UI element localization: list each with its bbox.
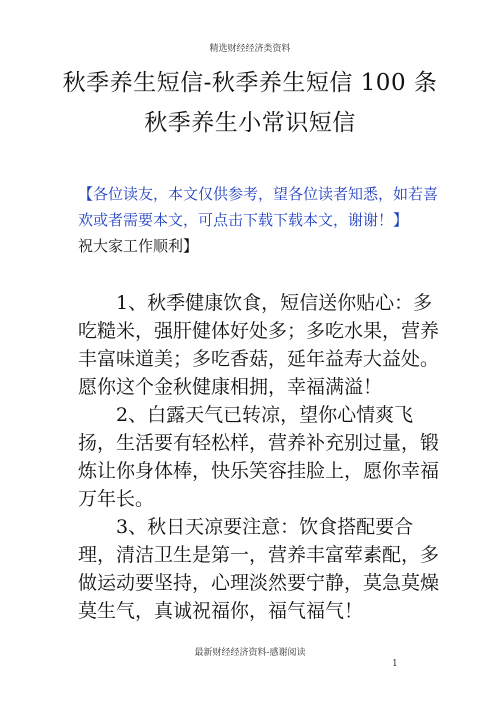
document-subtitle: 秋季养生小常识短信 xyxy=(144,110,356,136)
document-title: 秋季养生短信-秋季养生短信 100 条 xyxy=(62,70,438,96)
paragraph-1: 1、秋季健康饮食，短信送你贴心：多吃糙米，强肝健体好处多；多吃水果，营养丰富味道美；多吃香菇，延年益寿大益处。愿你这个金秋健康相拥，幸福满溢！ xyxy=(78,292,440,398)
paragraph-3: 3、秋日天凉要注意：饮食搭配要合理，清洁卫生是第一，营养丰富荤素配，多做运动要坚持，心理淡然要宁静，莫急莫燥莫生气，真诚祝福你，福气福气！ xyxy=(78,516,440,622)
notice-blue-text: 【各位读友，本文仅供参考，望各位读者知悉，如若喜欢或者需要本文，可点击下载下载本文，谢谢！】 xyxy=(78,185,439,229)
notice-black-text: 祝大家工作顺利】 xyxy=(78,237,199,255)
page-footer: 最新财经经济资料-感谢阅读 xyxy=(194,648,306,658)
article-body xyxy=(78,289,440,625)
page-header: 精选财经经济类资料 xyxy=(209,44,291,54)
reader-notice xyxy=(78,181,440,259)
page-number: 1 xyxy=(392,659,398,669)
paragraph-2: 2、白露天气已转凉，望你心情爽飞扬，生活要有轻松样，营养补充别过量，锻炼让你身体棒，快乐笑容挂脸上，愿你幸福万年长。 xyxy=(78,404,440,510)
